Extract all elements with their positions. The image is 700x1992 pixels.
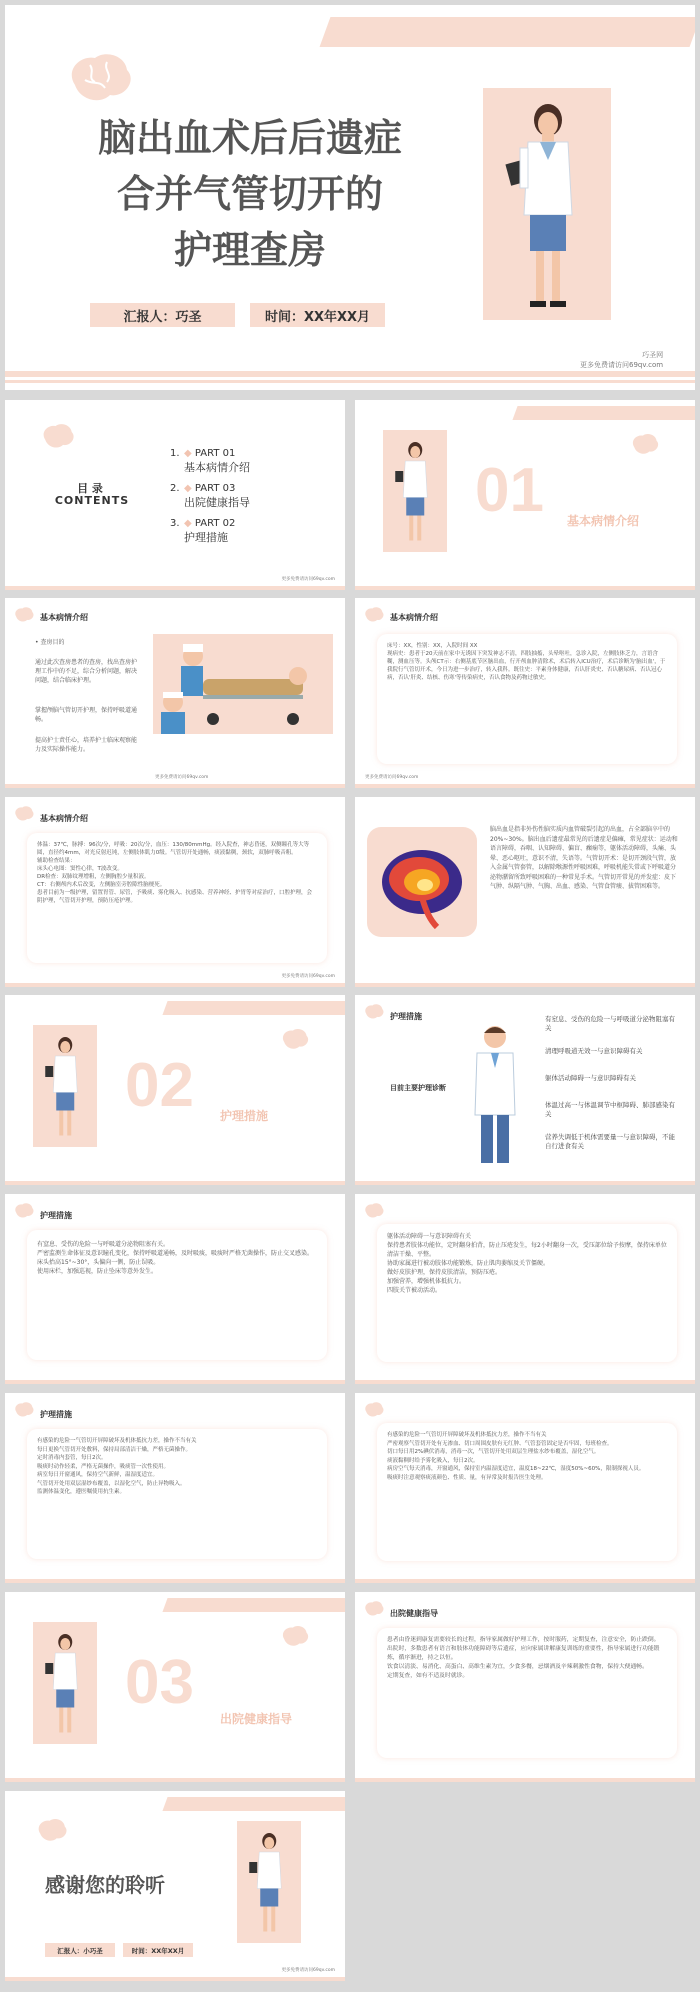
body-text: 有感染的危险一气管切开屏障破坏及机体抵抗力差，操作不当有关 每日更换气管切开处敷料，保持局部清洁干燥，严格无菌操作。 定时消毒内套管，每日2次。 吸痰时动作轻柔，严格无菌操作，吸痰管一次性使用。 病室每日开窗通风，保持空气新鲜，温湿度适宜。 气管切开处用双层湿纱布覆盖，以湿化空气，防止异物吸入。 监测体温变化，遵医嘱使用抗生素。 xyxy=(37,1438,197,1495)
measures-slide-2 xyxy=(5,1194,345,1384)
body-text: 床号：XX，性别：XX，入院时间 XX 现病史：患者于20天前在家中无诱因下突发神志不清，四肢抽搐，头晕呕吐，急诊入院，左侧肢体乏力，言语含糊，测血压等。头颅CT示：右侧基底节区脑出血，行开颅血肿清除术，术后转入ICU治疗，术后诊断为'脑出血'，于我院行气管切开术，今日为进一步治疗，转入我科。既往史：平素身体健康，否认肝炎史、否认糖尿病、否认冠心病，否认'肝炎、结核、伤寒'等传染病史，否认食物及药物过敏史。 xyxy=(387,643,666,681)
bottom-stripe xyxy=(5,1181,345,1185)
body-text: 有感染的危险一气管切开屏障破坏及机体抵抗力差，操作不当有关 严密观察气管切开处有无渗血、切口周围皮肤有无红肿、气管套管固定是否牢固，每班检查。 切口每日用2%碘伏消毒，消毒一次，气管切开处用双层生理盐水纱布覆盖，湿化空气。 痰液黏稠时给予雾化吸入，每日2次。 病房空气每天消毒，开窗通风，保持室内温湿度适宜，温度18~22℃，湿度50%~60%，限制探视人员。 吸痰时注意观察痰液颜色、性质、量，有异常及时报告医生处理。 xyxy=(387,1432,645,1481)
basic-info-slide-2 xyxy=(355,598,695,788)
measures-slide-4 xyxy=(5,1393,345,1583)
diagnosis-item: 营养失调低于机体需要量一与意识障碍，不能自行进食有关 xyxy=(545,1133,675,1150)
bottom-stripe xyxy=(355,1181,695,1185)
brain-icon xyxy=(13,805,35,822)
diagnosis-item: 有窒息、受伤的危险一与呼吸道分泌物阻塞有关 xyxy=(545,1015,675,1032)
brain-icon xyxy=(363,1003,385,1020)
section-02-slide xyxy=(5,995,345,1185)
toc-item-part: PART 03 xyxy=(194,483,236,494)
brand-name: 巧圣网 xyxy=(642,351,664,359)
slide-footer: 更多免费请访问69qv.com xyxy=(365,775,419,780)
top-bar xyxy=(512,406,695,420)
cover-title xyxy=(50,110,450,278)
sub-heading: • 查房目的 xyxy=(35,639,65,646)
doctor-figure-icon xyxy=(391,440,439,554)
section-01-slide xyxy=(355,400,695,590)
basic-info-slide-3 xyxy=(5,797,345,987)
thanks-reporter: 汇报人：小巧圣 xyxy=(45,1943,115,1957)
cover-title-line3: 护理查房 xyxy=(173,228,326,272)
toc-item-num: 3. xyxy=(170,518,180,529)
cover-reporter: 汇报人：巧圣 xyxy=(90,303,235,327)
slide-header: 护理措施 xyxy=(40,1211,72,1220)
slide-header: 基本病情介绍 xyxy=(40,814,88,823)
male-doctor-icon xyxy=(465,1023,525,1175)
bottom-stripe xyxy=(5,784,345,788)
bottom-stripe xyxy=(5,1977,345,1981)
section-number: 02 xyxy=(125,1051,194,1120)
doctor-figure-icon xyxy=(41,1632,89,1746)
cover-brand xyxy=(580,350,663,370)
diagnosis-item: 躯体活动障碍一与意识障碍有关 xyxy=(545,1074,636,1082)
content-card xyxy=(27,833,327,963)
bottom-stripe xyxy=(355,1579,695,1583)
top-bar xyxy=(162,1001,345,1015)
brain-icon xyxy=(630,432,660,456)
stretcher-illustration xyxy=(153,634,333,734)
cover-bottom-stripe-2 xyxy=(5,380,695,383)
section-label: 护理措施 xyxy=(220,1109,269,1123)
content-card xyxy=(377,634,677,764)
bottom-stripe xyxy=(355,983,695,987)
discharge-guidance-slide xyxy=(355,1592,695,1782)
body-text: 躯体活动障碍一与意识障碍有关 保持患者肢体功能位，定时翻身拍背，防止压疮发生，每2小时翻身一次，受压部位给予按摩，保持床单位清洁干燥、平整。 协助家属进行被动肢体功能锻炼，防止肌肉萎缩及关节僵硬。 做好皮肤护理，保持皮肤清洁，预防压疮。 加强营养，增强机体抵抗力。 四肢关节被动活动。 xyxy=(387,1233,667,1294)
basic-info-slide-1 xyxy=(5,598,345,788)
slide-footer: 更多免费请访问69qv.com xyxy=(281,1968,335,1973)
top-bar xyxy=(162,1598,345,1612)
section-number: 03 xyxy=(125,1648,194,1717)
content-card xyxy=(377,1423,677,1561)
cover-title-line1: 脑出血术后后遗症 xyxy=(97,116,402,160)
toc-title: 目 录 xyxy=(77,482,103,495)
toc-item-2[interactable]: 2. ◆ PART 03 出院健康指导 xyxy=(170,483,250,509)
slide-footer: 更多免费请访问69qv.com xyxy=(281,577,335,582)
section-label: 基本病情介绍 xyxy=(567,514,640,528)
slide-header: 护理措施 xyxy=(40,1410,72,1419)
toc-item-num: 1. xyxy=(170,448,180,459)
content-card xyxy=(27,1429,327,1559)
cover-time: 时间：XX年XX月 xyxy=(250,303,385,327)
brain-icon xyxy=(363,1600,385,1617)
bottom-stripe xyxy=(5,1380,345,1384)
toc-item-label: 出院健康指导 xyxy=(184,496,250,509)
slide-header: 出院健康指导 xyxy=(390,1609,438,1618)
toc-item-label: 护理措施 xyxy=(184,531,228,544)
doctor-figure-icon xyxy=(41,1035,89,1149)
brand-url: 更多免费请访问69qv.com xyxy=(580,361,664,369)
toc-slide xyxy=(5,400,345,590)
brain-icon xyxy=(40,422,76,450)
brain-icon xyxy=(35,1817,69,1843)
body-text: 患者由昏迷到康复需要较长的过程，指导家属做好护理工作，按时服药，定期复查，注意安全，防止跌倒。 出院时，多数患者有语言和肢体功能障碍等后遗症，应向家属讲解康复训练的重要性，指导家属进行功能锻炼，循序渐进，持之以恒。 饮食以清淡、易消化、高蛋白、高维生素为宜，少食多餐，忌烟酒及辛辣刺激性食物，保持大便通畅。 定期复查，如有不适及时就诊。 xyxy=(387,1637,660,1679)
slide-footer: 更多免费请访问69qv.com xyxy=(155,775,209,780)
bottom-stripe xyxy=(5,586,345,590)
thanks-time: 时间：XX年XX月 xyxy=(123,1943,193,1957)
cover-title-line2: 合并气管切开的 xyxy=(116,172,383,216)
bottom-stripe xyxy=(355,784,695,788)
thanks-title: 感谢您的聆听 xyxy=(45,1873,165,1897)
brain-icon xyxy=(13,1202,35,1219)
thanks-slide xyxy=(5,1791,345,1981)
measures-slide-5 xyxy=(355,1393,695,1583)
bottom-stripe xyxy=(355,586,695,590)
measures-slide-3 xyxy=(355,1194,695,1384)
cover-slide xyxy=(5,5,695,390)
content-card xyxy=(377,1628,677,1758)
section-03-slide xyxy=(5,1592,345,1782)
toc-item-1[interactable]: 1. ◆ PART 01 基本病情介绍 xyxy=(170,448,250,474)
diagnosis-list xyxy=(545,1015,680,1151)
doctor-figure-icon xyxy=(245,1831,293,1945)
bottom-stripe xyxy=(5,1778,345,1782)
paragraph-2: 掌握颅脑气管切开护理，保持呼吸道通畅。 xyxy=(35,707,138,723)
diagnosis-item: 体温过高一与体温调节中枢障碍、肺部感染有关 xyxy=(545,1101,675,1118)
toc-item-3[interactable]: 3. ◆ PART 02 护理措施 xyxy=(170,518,236,544)
slide-footer: 更多免费请访问69qv.com xyxy=(281,974,335,979)
section-number: 01 xyxy=(475,456,544,525)
brain-icon xyxy=(363,1202,385,1219)
doctor-figure-icon xyxy=(500,100,595,324)
brain-icon xyxy=(65,50,135,105)
body-text: 有窒息、受伤的危险一与呼吸道分泌物阻塞有关。 严密监测生命体征及意识瞳孔变化，保持呼吸道通畅，及时吸痰，吸痰时严格无菌操作，防止交叉感染。 床头抬高15°~30°，头偏向一侧，防止误吸。 使用床栏，加强巡视，防止坠床等意外发生。 xyxy=(37,1241,314,1275)
body-text: 脑出血是指非外伤性脑实质内血管破裂引起的出血，占全部脑卒中的20%~30%。脑出血后遗症最常见的后遗症是偏瘫，常见症状：运动和语言障碍，吞咽、认知障碍、偏盲、癫痫等，躯体活动障碍，头痛、头晕、恶心呕吐，意识不清，失语等。气管切开术：是切开颈段气管，放入金属气管套管，以解除喉源性呼吸困难，呼吸机能失常或下呼吸道分泌物潴留所致呼吸困难的一种常见手术。气管切开常见的并发症：皮下气肿、纵隔气肿、气胸、出血、感染、气管食管瘘、拔管困难等。 xyxy=(490,826,678,890)
brain-icon xyxy=(363,606,385,623)
toc-item-part: PART 01 xyxy=(194,448,236,459)
brain-icon xyxy=(280,1027,310,1051)
toc-item-num: 2. xyxy=(170,483,180,494)
main-diagnosis-label: 目前主要护理诊断 xyxy=(390,1084,446,1092)
bottom-stripe xyxy=(355,1778,695,1782)
toc-list xyxy=(170,448,320,545)
brain-image-slide xyxy=(355,797,695,987)
brain-scan-image xyxy=(367,827,477,937)
content-card xyxy=(27,1230,327,1360)
toc-subtitle: CONTENTS xyxy=(54,494,130,507)
paragraph-3: 提高护士责任心，培养护士临床观察能力及实际操作能力。 xyxy=(35,737,138,753)
brain-icon xyxy=(363,1401,385,1418)
bottom-stripe xyxy=(5,1579,345,1583)
brain-icon xyxy=(13,1401,35,1418)
toc-item-label: 基本病情介绍 xyxy=(184,461,250,474)
bottom-stripe xyxy=(355,1380,695,1384)
slide-header: 基本病情介绍 xyxy=(40,613,88,622)
slide-header: 护理措施 xyxy=(390,1012,422,1021)
body-text: 体温：37℃，脉搏：96次/分，呼吸：20次/分，血压：130/80mmHg。经入院查，神志昏迷，双侧瞳孔等大等圆，直径约4mm，对光反射迟钝，左侧肢体肌力0级。气管切开处通畅，痰液黏稠，颈软，双肺呼吸音粗。 辅助检查结果： 床头心电图：窦性心律，T波改变。 DR检查：双肺纹理增粗，左侧胸腔少量积液。 CT：右侧颅内术后改变，左侧脑室旁腔隙性脑梗死。 患者目前为一级护理，留置胃管、尿管，予吸痰、雾化吸入、抗感染、营养神经、护胃等对症治疗，口腔护理，会阴护理，气管切开护理，预防压疮护理。 xyxy=(37,842,313,904)
measures-slide-1 xyxy=(355,995,695,1185)
cover-top-bar xyxy=(320,17,695,47)
section-label: 出院健康指导 xyxy=(220,1712,293,1726)
diagnosis-item: 清理呼吸道无效一与意识障碍有关 xyxy=(545,1047,643,1055)
brain-icon xyxy=(13,606,35,623)
slide-header: 基本病情介绍 xyxy=(390,613,438,622)
bottom-stripe xyxy=(5,983,345,987)
top-bar xyxy=(162,1797,345,1811)
brain-icon xyxy=(280,1624,310,1648)
paragraph-1: 通过此次查房患者的查房，找出查房护理工作中的不足，综合分析问题，解决问题，结合临床护理。 xyxy=(35,659,138,684)
cover-bottom-stripe xyxy=(5,371,695,377)
toc-item-part: PART 02 xyxy=(194,518,236,529)
content-card xyxy=(377,1224,677,1362)
